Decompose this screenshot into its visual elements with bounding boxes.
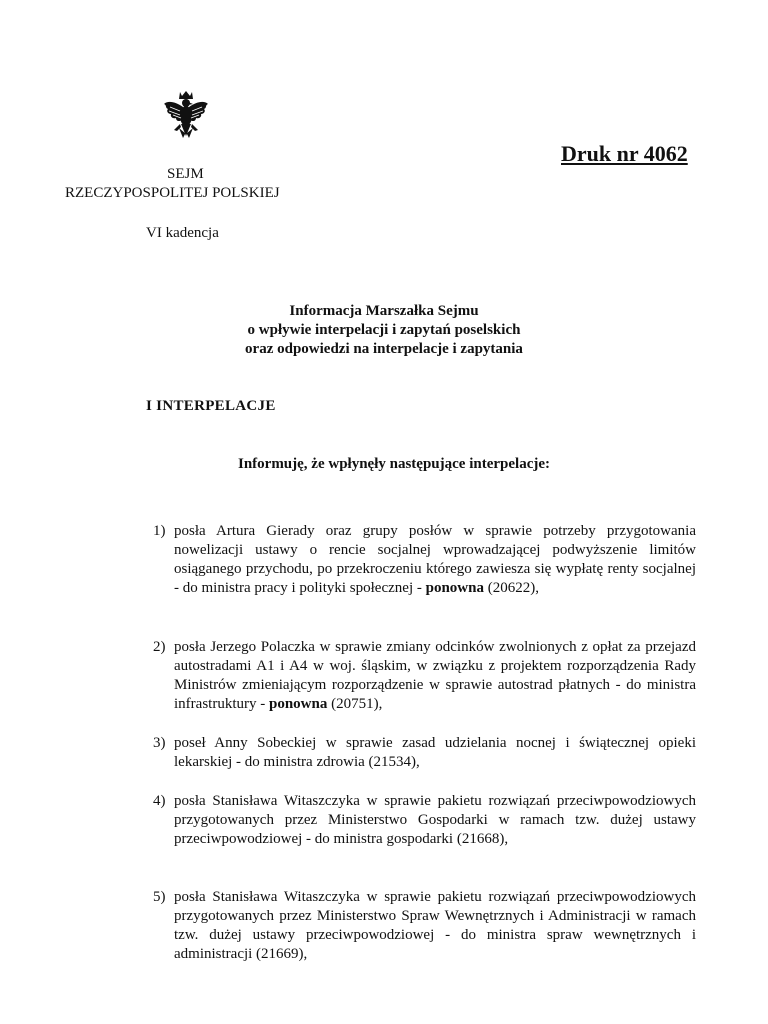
item-text: posła Jerzego Polaczka w sprawie zmiany odcinków zwolnionych z opłat za przejazd autostradami A1 i A4 w woj. śląskim, w związku z projektem rozporządzenia Rady Ministrów zmieniającym rozporządzenie w sprawie autostrad płatnych - do ministra infrastruktury - ponowna (20751), — [174, 639, 696, 712]
list-item — [153, 888, 696, 964]
item-number: 2) — [153, 639, 166, 655]
item-text: poseł Anny Sobeckiej w sprawie zasad udzielania nocnej i świątecznej opieki lekarskiej - do ministra zdrowia (21534), — [174, 735, 696, 770]
item-status: ponowna — [425, 580, 484, 596]
item-text: posła Stanisława Witaszczyka w sprawie pakietu rozwiązań przeciwpowodziowych przygotowanych przez Ministerstwo Gospodarki w ramach tzw. dużej ustawy przeciwpowodziowej - do ministra gospodarki (21668), — [174, 793, 696, 847]
title-line-2: o wpływie interpelacji i zapytań poselskich — [247, 322, 521, 338]
title-line-3: oraz odpowiedzi na interpelacje i zapytania — [245, 341, 523, 357]
list-item — [153, 522, 696, 598]
item-text: posła Stanisława Witaszczyka w sprawie pakietu rozwiązań przeciwpowodziowych przygotowanych przez Ministerstwo Spraw Wewnętrznych i Administracji w ramach tzw. dużej ustawy przeciwpowodziowej - do ministra spraw wewnętrznych i administracji (21669), — [174, 889, 696, 962]
document-number: Druk nr 4062 — [561, 141, 688, 166]
item-text: posła Artura Gierady oraz grupy posłów w sprawie potrzeby przygotowania nowelizacji ustawy o rencie socjalnej wprowadzającej podwyższenie limitów osiąganego przychodu, po przekroczeniu którego zawiesza się wypłatę renty socjalnej - do ministra pracy i polityki społecznej - ponowna (20622), — [174, 523, 696, 596]
section-intro: Informuję, że wpłynęły następujące interpelacje: — [237, 456, 551, 472]
item-number: 1) — [153, 523, 166, 539]
term-label: VI kadencja — [146, 225, 219, 241]
list-item — [153, 638, 696, 714]
list-item — [153, 792, 696, 849]
item-number: 3) — [153, 735, 166, 751]
polish-eagle-emblem — [162, 90, 210, 142]
title-line-1: Informacja Marszałka Sejmu — [289, 303, 479, 319]
section-heading: I INTERPELACJE — [146, 398, 276, 414]
institution-line-1: SEJM — [167, 166, 204, 182]
item-status: ponowna — [268, 696, 328, 712]
item-number: 5) — [153, 889, 166, 905]
list-item — [153, 734, 696, 772]
item-number: 4) — [153, 793, 166, 809]
institution-line-2: RZECZYPOSPOLITEJ POLSKIEJ — [65, 185, 280, 201]
